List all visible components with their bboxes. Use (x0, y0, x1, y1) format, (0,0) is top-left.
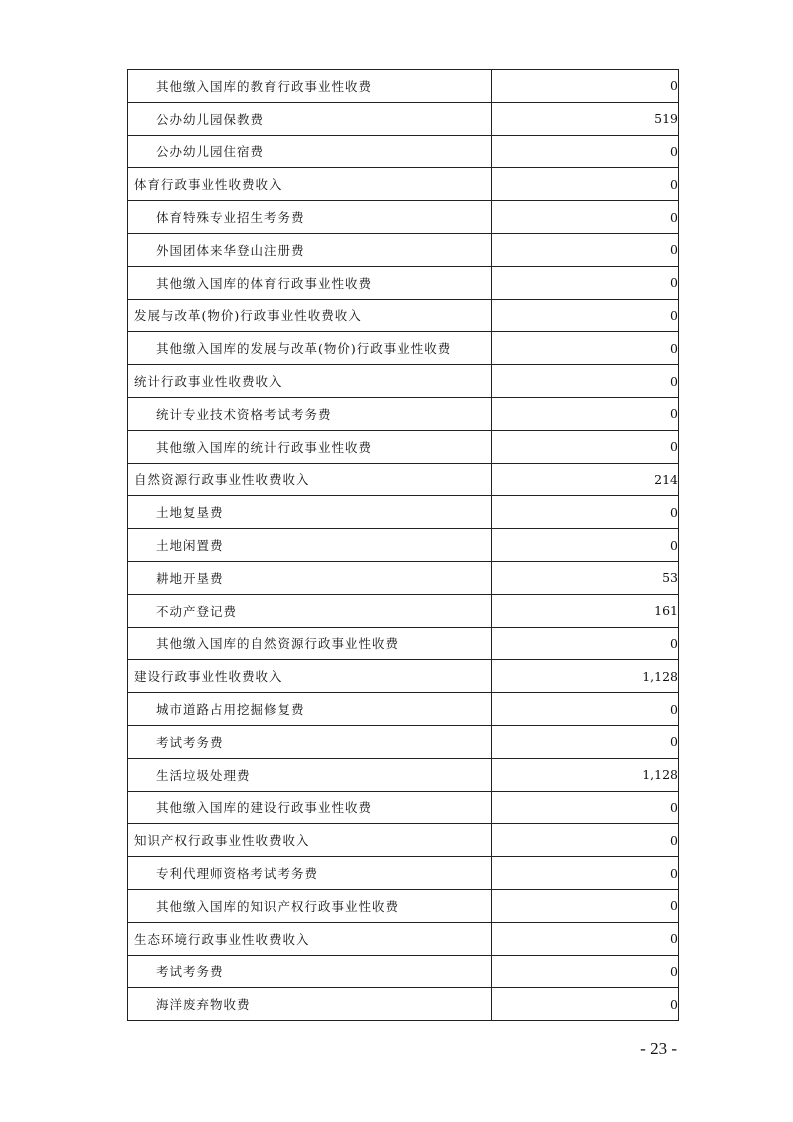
amount-cell: 0 (492, 857, 679, 890)
table-row (128, 102, 679, 135)
amount-cell: 0 (492, 496, 679, 529)
table-row (128, 529, 679, 562)
table-row (128, 955, 679, 988)
amount-cell: 0 (492, 725, 679, 758)
amount-cell: 0 (492, 430, 679, 463)
amount-cell: 0 (492, 824, 679, 857)
table-row (128, 70, 679, 103)
item-name-cell: 专利代理师资格考试考务费 (128, 857, 492, 890)
amount-cell: 0 (492, 266, 679, 299)
table-body (128, 70, 679, 1021)
amount-cell: 0 (492, 135, 679, 168)
item-name-cell: 体育特殊专业招生考务费 (128, 201, 492, 234)
item-name-cell: 土地闲置费 (128, 529, 492, 562)
amount-cell: 0 (492, 233, 679, 266)
amount-cell: 214 (492, 463, 679, 496)
amount-cell: 0 (492, 889, 679, 922)
table-row (128, 594, 679, 627)
amount-cell: 0 (492, 955, 679, 988)
table-row (128, 725, 679, 758)
table-row (128, 889, 679, 922)
table-row (128, 922, 679, 955)
amount-cell: 519 (492, 102, 679, 135)
amount-cell: 0 (492, 922, 679, 955)
table-row (128, 463, 679, 496)
category-name-cell: 知识产权行政事业性收费收入 (128, 824, 492, 857)
amount-cell: 53 (492, 561, 679, 594)
amount-cell: 0 (492, 627, 679, 660)
item-name-cell: 其他缴入国库的建设行政事业性收费 (128, 791, 492, 824)
table-row (128, 824, 679, 857)
amount-cell: 1,128 (492, 660, 679, 693)
table-row (128, 299, 679, 332)
amount-cell: 0 (492, 168, 679, 201)
amount-cell: 1,128 (492, 758, 679, 791)
amount-cell: 0 (492, 365, 679, 398)
table-row (128, 693, 679, 726)
amount-cell: 0 (492, 693, 679, 726)
category-name-cell: 发展与改革(物价)行政事业性收费收入 (128, 299, 492, 332)
table-row (128, 758, 679, 791)
category-name-cell: 生态环境行政事业性收费收入 (128, 922, 492, 955)
item-name-cell: 公办幼儿园住宿费 (128, 135, 492, 168)
table-row (128, 988, 679, 1021)
fee-table-container (127, 69, 678, 1021)
item-name-cell: 外国团体来华登山注册费 (128, 233, 492, 266)
amount-cell: 0 (492, 791, 679, 824)
table-row (128, 135, 679, 168)
category-name-cell: 自然资源行政事业性收费收入 (128, 463, 492, 496)
item-name-cell: 其他缴入国库的教育行政事业性收费 (128, 70, 492, 103)
table-row (128, 791, 679, 824)
table-row (128, 430, 679, 463)
table-row (128, 233, 679, 266)
item-name-cell: 土地复垦费 (128, 496, 492, 529)
amount-cell: 0 (492, 70, 679, 103)
item-name-cell: 其他缴入国库的体育行政事业性收费 (128, 266, 492, 299)
item-name-cell: 耕地开垦费 (128, 561, 492, 594)
category-name-cell: 建设行政事业性收费收入 (128, 660, 492, 693)
amount-cell: 0 (492, 201, 679, 234)
category-name-cell: 体育行政事业性收费收入 (128, 168, 492, 201)
item-name-cell: 统计专业技术资格考试考务费 (128, 397, 492, 430)
table-row (128, 201, 679, 234)
item-name-cell: 城市道路占用挖掘修复费 (128, 693, 492, 726)
table-row (128, 561, 679, 594)
table-row (128, 168, 679, 201)
amount-cell: 0 (492, 529, 679, 562)
item-name-cell: 公办幼儿园保教费 (128, 102, 492, 135)
item-name-cell: 不动产登记费 (128, 594, 492, 627)
amount-cell: 0 (492, 988, 679, 1021)
item-name-cell: 考试考务费 (128, 955, 492, 988)
table-row (128, 365, 679, 398)
table-row (128, 266, 679, 299)
item-name-cell: 考试考务费 (128, 725, 492, 758)
table-row (128, 397, 679, 430)
table-row (128, 627, 679, 660)
fee-revenue-table (127, 69, 679, 1021)
table-row (128, 660, 679, 693)
amount-cell: 0 (492, 332, 679, 365)
item-name-cell: 海洋废弃物收费 (128, 988, 492, 1021)
amount-cell: 161 (492, 594, 679, 627)
item-name-cell: 其他缴入国库的统计行政事业性收费 (128, 430, 492, 463)
item-name-cell: 其他缴入国库的发展与改革(物价)行政事业性收费 (128, 332, 492, 365)
amount-cell: 0 (492, 397, 679, 430)
item-name-cell: 生活垃圾处理费 (128, 758, 492, 791)
table-row (128, 857, 679, 890)
table-row (128, 332, 679, 365)
amount-cell: 0 (492, 299, 679, 332)
page-number: - 23 - (640, 1039, 677, 1058)
table-row (128, 496, 679, 529)
item-name-cell: 其他缴入国库的自然资源行政事业性收费 (128, 627, 492, 660)
category-name-cell: 统计行政事业性收费收入 (128, 365, 492, 398)
item-name-cell: 其他缴入国库的知识产权行政事业性收费 (128, 889, 492, 922)
